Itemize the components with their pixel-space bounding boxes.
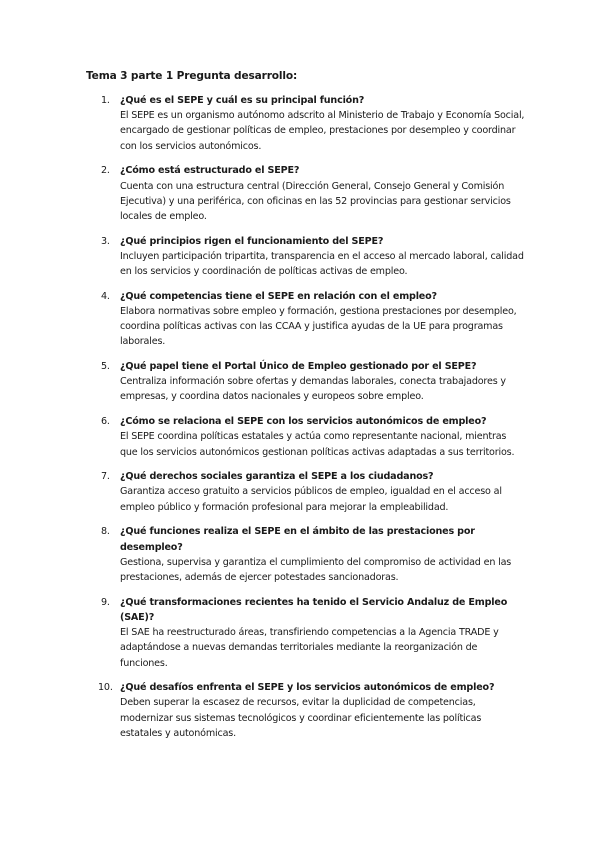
question-item-3: [86, 234, 526, 280]
question-number: 9.: [101, 596, 110, 608]
question-item-8: [86, 524, 526, 585]
question-number: 3.: [101, 235, 110, 247]
question-text: ¿Qué principios rigen el funcionamiento del SEPE?: [120, 235, 384, 247]
question-item-5: [86, 359, 526, 405]
question-number: 5.: [101, 361, 110, 373]
question-number: 8.: [101, 526, 110, 538]
question-item-4: [86, 289, 526, 350]
question-text: ¿Qué derechos sociales garantiza el SEPE a los ciudadanos?: [120, 471, 434, 483]
question-number: 7.: [101, 471, 110, 483]
question-item-1: [86, 93, 526, 154]
question-text: ¿Qué funciones realiza el SEPE en el ámbito de las prestaciones por desempleo?: [120, 526, 475, 553]
question-text: ¿Qué desafíos enfrenta el SEPE y los servicios autonómicos de empleo?: [120, 682, 495, 694]
question-item-2: [86, 163, 526, 224]
question-number: 2.: [101, 165, 110, 177]
document-title: Tema 3 parte 1 Pregunta desarrollo:: [86, 70, 298, 82]
answer-text: Incluyen participación tripartita, transparencia en el acceso al mercado laboral, calidad en los servicios y coordinación de políticas activas de empleo.: [120, 250, 524, 278]
answer-text: Deben superar la escasez de recursos, evitar la duplicidad de competencias, modernizar sus sistemas tecnológicos y coordinar eficientemente las políticas estatales y autonómicas.: [120, 697, 482, 739]
question-text: ¿Qué transformaciones recientes ha tenido el Servicio Andaluz de Empleo (SAE)?: [120, 596, 508, 623]
question-text: ¿Cómo está estructurado el SEPE?: [120, 165, 300, 177]
question-item-10: [86, 680, 526, 741]
answer-text: Cuenta con una estructura central (Dirección General, Consejo General y Comisión Ejecutiva) y una periférica, con oficinas en las 52 provincias para gestionar servicios locales de empleo.: [120, 180, 511, 222]
question-item-7: [86, 469, 526, 515]
question-number: 1.: [101, 95, 110, 106]
answer-text: Garantiza acceso gratuito a servicios públicos de empleo, igualdad en el acceso al empleo público y formación profesional para mejorar la empleabilidad.: [120, 486, 502, 513]
question-number: 10.: [98, 682, 113, 694]
question-text: ¿Cómo se relaciona el SEPE con los servicios autonómicos de empleo?: [120, 416, 487, 428]
question-text: ¿Qué competencias tiene el SEPE en relación con el empleo?: [120, 290, 437, 302]
answer-text: El SAE ha reestructurado áreas, transfiriendo competencias a la Agencia TRADE y adaptándose a nuevas demandas territoriales mediante la reorganización de funciones.: [120, 627, 499, 669]
answer-text: Centraliza información sobre ofertas y demandas laborales, conecta trabajadores y empresas, y coordina datos nacionales y europeos sobre empleo.: [120, 376, 506, 403]
answer-text: El SEPE es un organismo autónomo adscrito al Ministerio de Trabajo y Economía Social, encargado de gestionar políticas de empleo, prestaciones por desempleo y coordinar con los servicios autonómicos.: [120, 110, 525, 152]
question-text: ¿Qué papel tiene el Portal Único de Empleo gestionado por el SEPE?: [120, 361, 477, 373]
question-number: 4.: [101, 290, 110, 302]
question-item-9: [86, 595, 526, 671]
answer-text: Elabora normativas sobre empleo y formación, gestiona prestaciones por desempleo, coordina políticas activas con las CCAA y justifica ayudas de la UE para programas laborales.: [120, 305, 517, 348]
question-number: 6.: [101, 416, 110, 428]
question-list: [86, 93, 526, 751]
answer-text: El SEPE coordina políticas estatales y actúa como representante nacional, mientras que los servicios autonómicos gestionan políticas activas adaptadas a sus territorios.: [120, 431, 515, 458]
question-text: ¿Qué es el SEPE y cuál es su principal función?: [120, 95, 365, 106]
answer-text: Gestiona, supervisa y garantiza el cumplimiento del compromiso de actividad en las prestaciones, además de ejercer potestades sancionadoras.: [120, 556, 512, 583]
question-item-6: [86, 414, 526, 460]
